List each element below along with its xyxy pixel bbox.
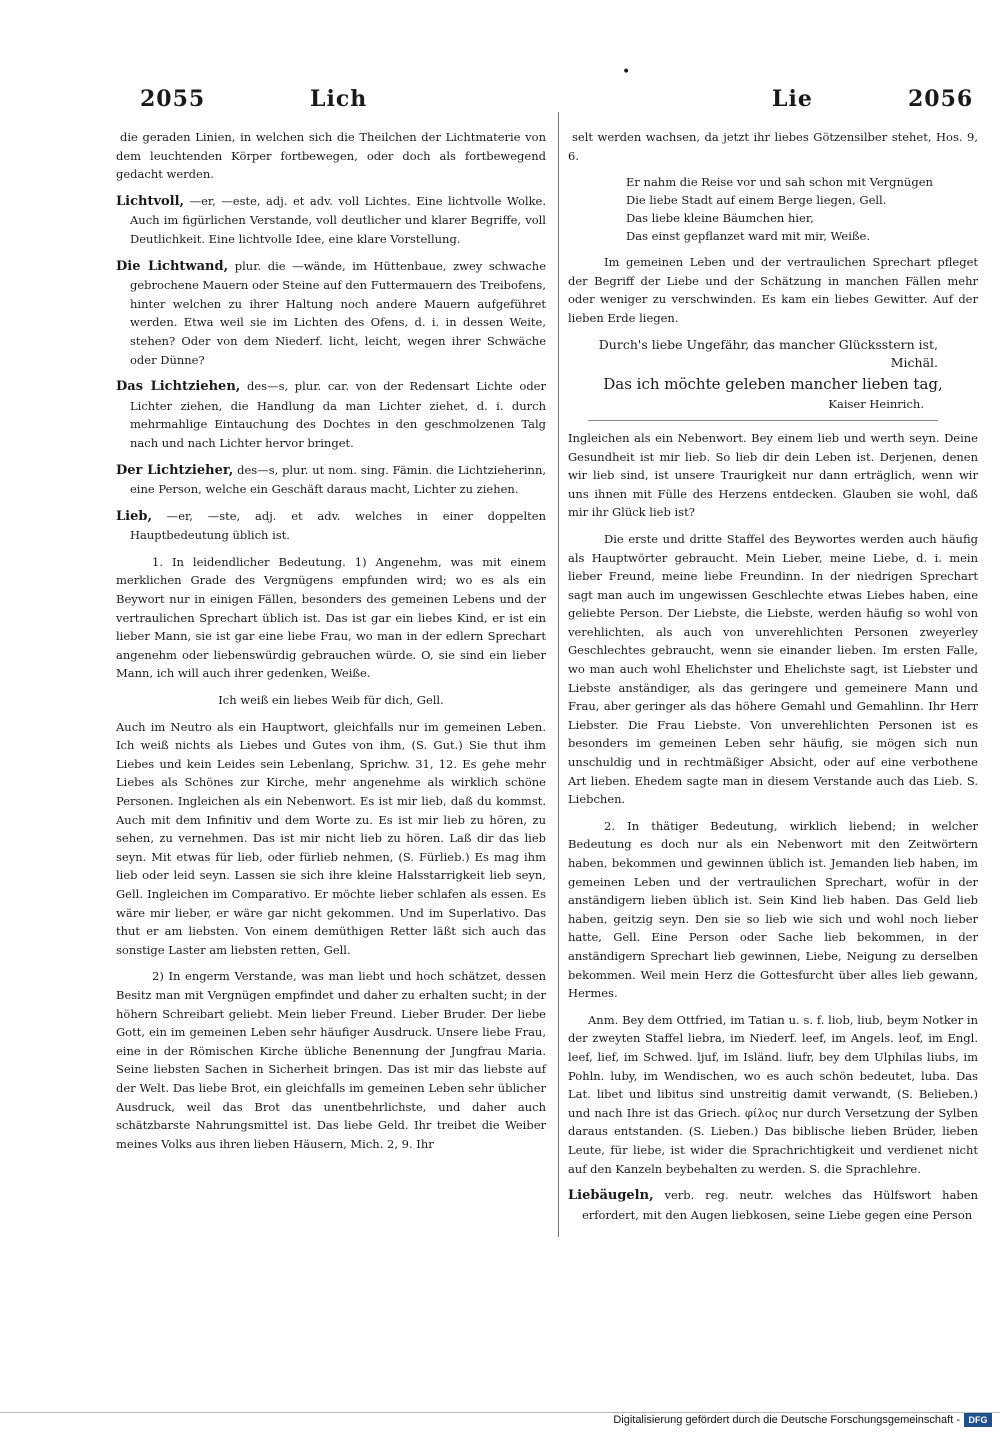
printer-mark: • xyxy=(622,64,631,80)
sense-1-2: 2) In engerm Verstande, was man liebt und hoch schätzet, dessen Besitz man mit Vergnügen empfindet und daher zu erhalten sucht; in der höhern Schreibart geliebt. Mein lieber Freund. Lieber Bruder. Der liebe Gott, ein im gemeinen Leben sehr häufiger Ausdruck. Unsere liebe Frau, eine in der Römischen Kirche übliche Benennung der Jungfrau Maria. Seine liebsten Sachen in Sicherheit bringen. Das ist mir das liebste auf der Welt. Das liebe Brot, ein gleichfalls im gemeinen Leben sehr üblicher Ausdruck, weil das Brot das unentbehrlichste, und daher auch schätzbarste Nahrungsmittel ist. Das liebe Geld. Ihr treibet die Weiber meines Volks aus ihren lieben Häusern, Mich. 2, 9. Ihr xyxy=(116,969,546,1151)
entry-body: plur. die —wände, im Hüttenbaue, zwey schwache gebrochene Mauern oder Steine auf den Futtermauern des Treibofens, hinter welchen zu ihrer Haltung noch andere Mauern aufgeführet werden. Etwa weil sie im Lichten des Ofens, d. i. in dessen Weite, stehen? Oder von dem Niederf. licht, leicht, wegen ihrer Schwäche oder Dünne? xyxy=(130,258,546,367)
headword: Liebäugeln, xyxy=(568,1188,654,1204)
entry-body: des—s, plur. car. von der Redensart Lichte oder Lichter ziehen, die Handlung da man Lichter ziehet, d. i. durch mehrmahlige Eintauchung des Dochtes in den geschmolzenen Talg nach und nach Lichter hervor bringet. xyxy=(130,379,546,450)
paragraph-nebenwort: Ingleichen als ein Nebenwort. Bey einem lieb und werth seyn. Deine Gesundheit ist mir lieb. So lieb dir dein Leben ist. Derjenen, denen wir lieb sind, ist unsere Traurigkeit nur dann erträglich, wenn wir uns ihnen mit Fülle des Herzens entdecken. Glauben sie wohl, daß mir ihr Glück lieb ist? xyxy=(568,430,978,520)
headword: Der Lichtzieher, xyxy=(116,462,234,478)
verse-line: Das liebe kleine Bäumchen hier, xyxy=(626,211,814,226)
entry-lichtziehen xyxy=(116,377,546,452)
left-column xyxy=(116,128,546,1161)
headword: Lichtvoll, xyxy=(116,193,185,209)
sense-1: 1. In leidendlicher Bedeutung. 1) Angenehm, was mit einem merklichen Grade des Vergnügens empfunden wird; wo es als ein Beywort nur in einigen Fällen, besonders des gemeinen Lebens und der vertraulichen Sprechart üblich ist. Das ist gar ein liebes Kind, er ist ein lieber Mann, sie ist gar eine liebe Frau, wo man in der edlern Sprechart angenehm oder liebenswürdig gebrauchen würde. O, sie sind ein lieber Mann, ich will auch ihrer gedenken, Weiße. xyxy=(116,554,546,681)
separator-line xyxy=(588,420,938,421)
paragraph-staffel: Die erste und dritte Staffel des Beywortes werden auch häufig als Hauptwörter gebraucht. Mein Lieber, meine Liebe, d. i. mein lieber Freund, meine liebe Freundinn. In der niedrigen Sprechart sagt man auch im ungewissen Geschlechte etwas Liebes haben, eine geliebte Person. Der Liebste, die Liebste, werden häufig so wohl von verehlichten, als auch von unverehlichten Personen zweyerley Geschlechtes gebraucht, wenn sie einander lieben. Im ersten Falle, wo man auch wohl Ehelichster und Ehelichste sagt, ist Liebster und Liebste anständiger, als das geringere und gemeinere Mann und Frau, aber geringer als das höhere Gemahl und Gemahlinn. Ihr Herr Liebster. Die Frau Liebste. Von unverehlichten Personen ist es besonders im gemeinen Leben sehr häufig, sie mögen sich nun unschuldig und in rechtmäßiger Absicht, oder auf eine verbothene Art lieben. Ehedem sagte man in diesem Verstande auch das Lieb. S. Liebchen. xyxy=(568,531,978,807)
verse-block xyxy=(568,173,978,245)
entry-body: —er, —ste, adj. et adv. welches in einer doppelten Hauptbedeutung üblich ist. xyxy=(130,508,547,543)
entry-body: verb. reg. neutr. welches das Hülfswort haben erfordert, mit den Augen liebkosen, seine Liebe gegen eine Person xyxy=(582,1188,979,1222)
column-divider xyxy=(558,112,559,1237)
page-number-left: 2055 xyxy=(140,86,206,112)
verse-line: Das einst gepflanzet ward mit mir, Weiße. xyxy=(626,229,871,244)
entry-body: des—s, plur. ut nom. sing. Fämin. die Lichtzieherinn, eine Person, welche ein Geschäft daraus macht, Lichter zu ziehen. xyxy=(130,462,547,497)
entry-lichtvoll xyxy=(116,192,546,249)
entry-lichtzieher xyxy=(116,461,546,499)
sense-2: 2. In thätiger Bedeutung, wirklich liebend; in welcher Bedeutung es doch nur als ein Nebenwort mit den Zeitwörtern haben, bekommen und gewinnen üblich ist. Jemanden lieb haben, im gemeinen Leben und der vertraulichen Sprechart, wofür in der anständigern lieben üblich ist. Sein Kind lieb haben. Das Geld lieb haben, geitzig seyn. Den sie so lieb wie sich und wohl noch lieber hatte, Gell. Eine Person oder Sache lieb bekommen, in der anständigern Sprechart lieb gewinnen, Liebe, Neigung zu derselben bekommen. Weil mein Herz die Gottesfurcht über alles lieb gewann, Hermes. xyxy=(568,818,978,1001)
paragraph-vertraulich: Im gemeinen Leben und der vertraulichen Sprechart pfleget der Begriff der Liebe und der Schätzung in manchen Fällen mehr oder weniger zu verschwinden. Es kam ein liebes Gewitter. Auf der lieben Erde liegen. xyxy=(568,255,978,325)
entry-lichtwand xyxy=(116,257,546,370)
entry-lieb xyxy=(116,507,546,545)
continued-text: selt werden wachsen, da jetzt ihr liebes Götzensilber stehet, Hos. 9, 6. xyxy=(568,130,978,163)
verse-quote-old: Das ich möchte geleben mancher lieben tag, xyxy=(603,374,943,393)
funding-notice: Digitalisierung gefördert durch die Deutsche Forschungsgemeinschaft - xyxy=(613,1414,960,1426)
verse-quote: Ich weiß ein liebes Weib für dich, Gell. xyxy=(218,693,444,708)
continued-text: die geraden Linien, in welchen sich die Theilchen der Lichtmaterie von dem leuchtenden Körper fortbewegen, oder doch als fortbewegend gedacht werden. xyxy=(116,130,546,182)
right-column xyxy=(568,128,978,1232)
headword: Lieb, xyxy=(116,508,152,524)
running-head-right: Lie xyxy=(772,86,813,112)
dfg-logo: DFG xyxy=(964,1413,992,1427)
running-head-left: Lich xyxy=(310,86,368,112)
verse-line: Er nahm die Reise vor und sah schon mit Vergnügen xyxy=(626,175,933,190)
entry-body: —er, —este, adj. et adv. voll Lichtes. Eine lichtvolle Wolke. Auch im figürlichen Verstande, voll deutlicher und klarer Begriffe, voll Deutlichkeit. Eine lichtvolle Idee, eine klare Vorstellung. xyxy=(130,193,547,246)
headword: Die Lichtwand, xyxy=(116,258,229,274)
headword: Das Lichtziehen, xyxy=(116,379,241,395)
page-number-right: 2056 xyxy=(908,86,974,112)
annotation-paragraph: Anm. Bey dem Ottfried, im Tatian u. s. f. liob, liub, beym Notker in der zweyten Staffel liebra, im Niederf. leef, im Angels. leof, im Engl. leef, lief, im Schwed. ljuf, im Isländ. liufr, bey dem Ulphilas liubs, im Pohln. luby, im Wendischen, wo es auch schön bedeutet, luba. Das Lat. libet und libitus sind unstreitig damit verwandt, (S. Belieben.) und nach Ihre ist das Griech. φίλος nur durch Versetzung der Sylben daraus entstanden. (S. Lieben.) Das biblische lieben Brüder, lieben Leute, für liebe, ist wider die Sprachrichtigkeit und verdienet nicht auf den Kanzeln beybehalten zu werden. S. die Sprachlehre. xyxy=(568,1012,978,1176)
verse-line: Die liebe Stadt auf einem Berge liegen, Gell. xyxy=(626,193,887,208)
verse-author: Kaiser Heinrich. xyxy=(828,397,924,412)
neutro-paragraph: Auch im Neutro als ein Hauptwort, gleichfalls nur im gemeinen Leben. Ich weiß nichts als Liebes und Gutes von ihm, (S. Gut.) Sie thut ihm Liebes und kein Leides sein Lebenlang, Sprichw. 31, 12. Es gehe mehr Liebes als Schönes zur Kirche, mehr angenehme als wirklich schöne Personen. Ingleichen als ein Nebenwort. Es ist mir lieb, daß du kommst. Auch mit dem Infinitiv und dem Worte zu. Es ist mir lieb zu hören, zu sehen, zu vernehmen. Das ist mir nicht lieb zu hören. Laß dir das lieb seyn. Mit etwas für lieb, oder fürlieb nehmen, (S. Fürlieb.) Es mag ihm lieb oder leid seyn. Lassen sie sich ihre kleine Halsstarrigkeit lieb seyn, Gell. Ingleichen im Comparativo. Er möchte lieber schlafen als essen. Es wäre mir lieber, er wäre gar nicht gekommen. Und im Superlativo. Das thut er am liebsten. Von einem demüthigen Retter läßt sich auch das sonstige Laster am liebsten retten, Gell. xyxy=(116,719,546,957)
entry-liebaeugeln xyxy=(568,1186,978,1224)
verse-quote: Durch's liebe Ungefähr, das mancher Glücksstern ist, Michäl. xyxy=(598,336,938,371)
